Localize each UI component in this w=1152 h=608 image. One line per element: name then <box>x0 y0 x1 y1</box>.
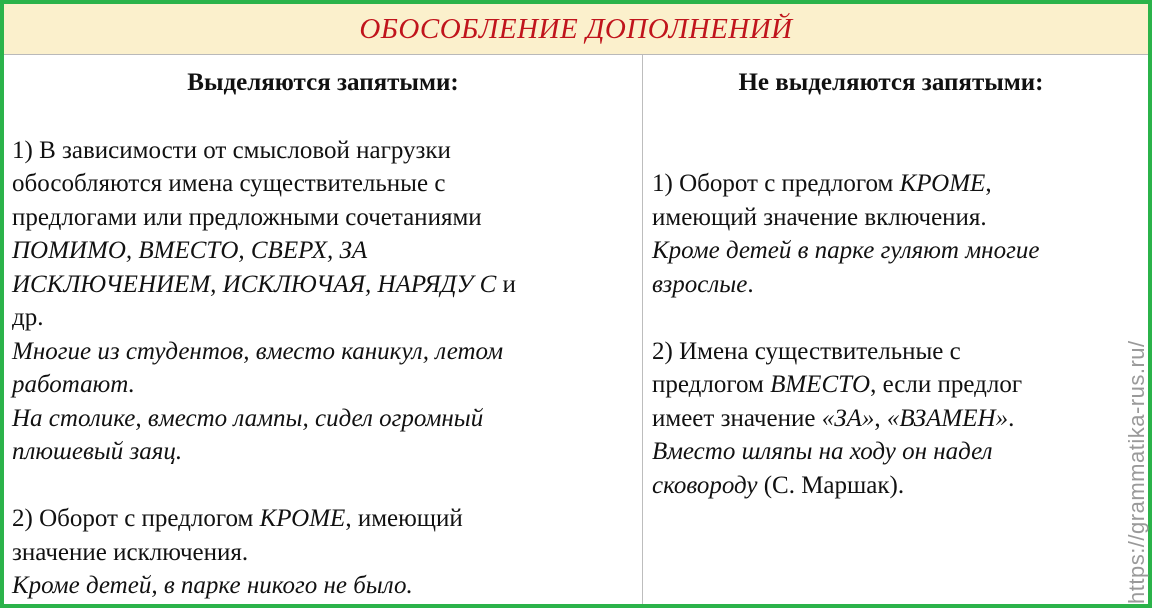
left-column <box>12 55 634 603</box>
right-example-1 <box>652 234 1130 301</box>
example-line: Многие из студентов, вместо каникул, летом <box>12 337 504 365</box>
text-fragment: , имеющий <box>345 505 463 532</box>
text-line <box>652 402 1130 436</box>
text-line <box>652 167 1130 201</box>
example-fragment: взрослые <box>652 270 748 298</box>
example-line <box>652 268 1130 302</box>
text-line: обособляются имена существительные с <box>12 170 446 197</box>
text-fragment: . <box>747 270 754 298</box>
spacer <box>12 469 634 503</box>
example-line <box>652 469 1130 503</box>
example-line: Кроме детей в парке гуляют многие <box>652 237 1040 264</box>
text-fragment: и <box>496 270 516 298</box>
left-examples-1 <box>12 335 634 469</box>
example-line: работают. <box>12 371 135 398</box>
keyword-text: КРОМЕ <box>259 505 346 532</box>
example-line: плюшевый заяц. <box>12 438 183 465</box>
text-fragment: , <box>874 404 887 432</box>
left-example-2: Кроме детей, в парке никого не было. <box>12 572 413 599</box>
page-title: ОБОСОБЛЕНИЕ ДОПОЛНЕНИЙ <box>359 12 793 45</box>
keyword-text: «ЗА» <box>821 404 875 432</box>
text-line: 1) В зависимости от смысловой нагрузки <box>12 136 451 164</box>
site-watermark: https://grammatika-rus.ru/ <box>1124 340 1149 604</box>
left-rule-2 <box>12 502 634 569</box>
left-rule-1 <box>12 134 634 335</box>
keyword-text: «ВЗАМЕН» <box>886 404 1009 432</box>
right-example-2 <box>652 435 1130 502</box>
right-column <box>652 55 1130 502</box>
spacer <box>12 100 634 134</box>
right-rule-1 <box>652 167 1130 234</box>
keyword-text: ИСКЛЮЧЕНИЕМ, ИСКЛЮЧАЯ, НАРЯДУ С <box>12 270 497 298</box>
text-line: др. <box>12 304 44 331</box>
spacer <box>652 134 1130 168</box>
text-line <box>652 368 1130 402</box>
text-fragment: . <box>1008 404 1015 432</box>
keyword-text: КРОМЕ <box>899 170 986 197</box>
text-line: 2) Имена существительные с <box>652 337 961 365</box>
left-column-header: Выделяются запятыми: <box>187 69 459 96</box>
text-fragment: предлогом <box>652 371 771 398</box>
text-fragment: 2) Оборот с предлогом <box>12 505 260 532</box>
right-column-header: Не выделяются запятыми: <box>738 69 1044 96</box>
text-line <box>12 268 634 302</box>
example-fragment: сковороду <box>652 471 758 499</box>
keyword-text: ВМЕСТО <box>770 371 871 398</box>
text-fragment: , <box>985 170 992 197</box>
keyword-line: ПОМИМО, ВМЕСТО, СВЕРХ, ЗА <box>12 237 368 264</box>
right-rule-2 <box>652 335 1130 436</box>
spacer <box>652 301 1130 335</box>
text-line: значение исключения. <box>12 538 249 566</box>
text-line: имеющий значение включения. <box>652 203 987 231</box>
example-line: На столике, вместо лампы, сидел огромный <box>12 404 484 432</box>
text-line <box>12 502 634 536</box>
text-fragment: , если предлог <box>870 371 1023 398</box>
example-line: Вместо шляпы на ходу он надел <box>652 438 993 465</box>
text-fragment: (С. Маршак). <box>757 471 905 499</box>
column-divider <box>642 55 643 604</box>
text-fragment: 1) Оборот с предлогом <box>652 170 900 197</box>
text-fragment: имеет значение <box>652 404 822 432</box>
text-line: предлогами или предложными сочетаниями <box>12 203 482 231</box>
title-bar <box>4 4 1148 55</box>
spacer <box>652 100 1130 134</box>
